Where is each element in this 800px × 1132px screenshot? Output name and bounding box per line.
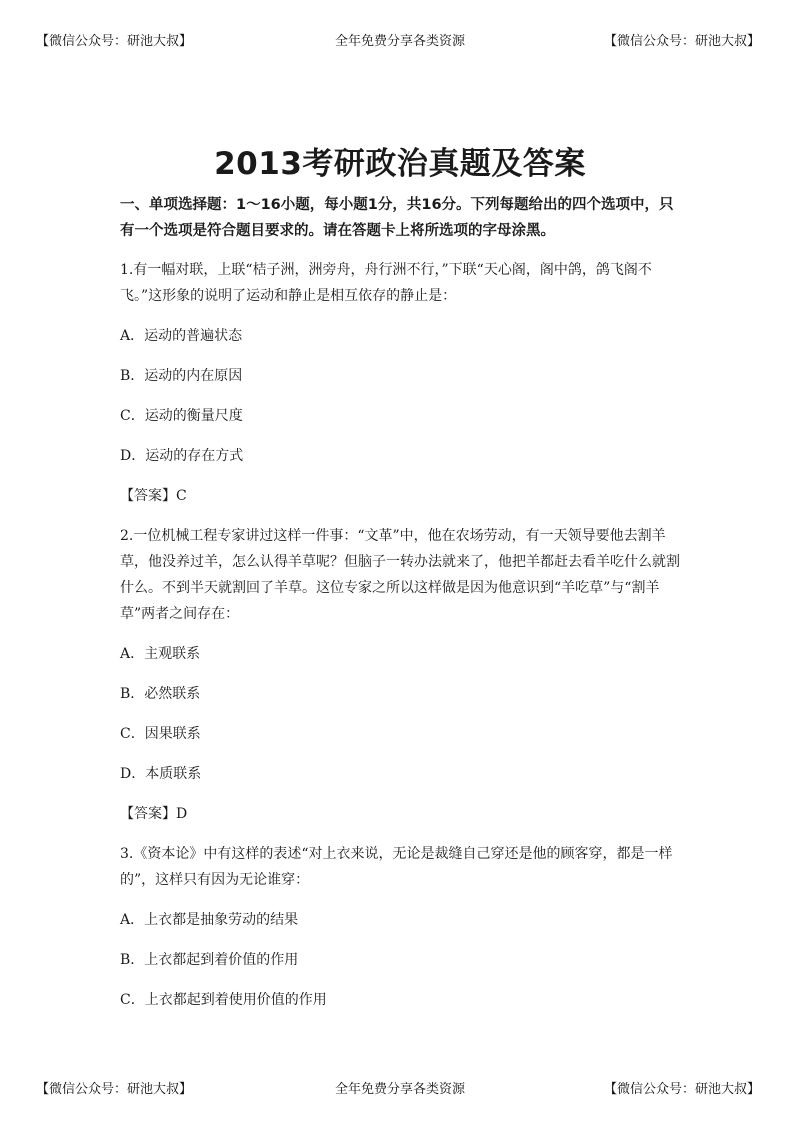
answer-label: 【答案】C bbox=[120, 488, 187, 504]
question-stem: 1.有一幅对联，上联“桔子洲，洲旁舟，舟行洲不行，”下联“天心阁，阁中鸽，鸽飞阁不飞。”这形象的说明了运动和静止是相互依存的静止是： bbox=[120, 262, 652, 304]
option-b: B．运动的内在原因 bbox=[120, 368, 243, 384]
option-b: B．上衣都起到着价值的作用 bbox=[120, 952, 299, 968]
header-left-text: 【微信公众号：研池大叔】 bbox=[36, 34, 193, 49]
section-instruction: 一、单项选择题：1～16小题，每小题1分，共16分。下列每题给出的四个选项中，只有一个选项是符合题目要求的。请在答题卡上将所选项的字母涂黑。 bbox=[120, 197, 674, 239]
question-stem: 2.一位机械工程专家讲过这样一件事：“文革”中，他在农场劳动，有一天领导要他去割羊草，他没养过羊，怎么认得羊草呢？但脑子一转办法就来了，他把羊都赶去看羊吃什么就割什么。不到半天就割回了羊草。这位专家之所以这样做是因为他意识到“羊吃草”与“割羊草”两者之间存在： bbox=[120, 528, 680, 622]
page-title: 2013考研政治真题及答案 bbox=[214, 146, 586, 182]
header-center-text: 全年免费分享各类资源 bbox=[334, 34, 465, 49]
header-right-text: 【微信公众号：研池大叔】 bbox=[603, 34, 760, 49]
option-a: A．主观联系 bbox=[120, 646, 201, 662]
page-footer bbox=[0, 1079, 800, 1101]
question-1 bbox=[120, 257, 688, 509]
question-3 bbox=[120, 841, 688, 1013]
option-c: C．上衣都起到着使用价值的作用 bbox=[120, 992, 327, 1008]
option-d: D．运动的存在方式 bbox=[120, 448, 244, 464]
option-c: C．因果联系 bbox=[120, 726, 201, 742]
footer-left-text: 【微信公众号：研池大叔】 bbox=[36, 1082, 193, 1097]
page-header bbox=[0, 31, 800, 53]
footer-right-text: 【微信公众号：研池大叔】 bbox=[603, 1082, 760, 1097]
question-2 bbox=[120, 523, 688, 827]
option-b: B．必然联系 bbox=[120, 686, 201, 702]
question-stem: 3.《资本论》中有这样的表述“对上衣来说，无论是裁缝自己穿还是他的顾客穿，都是一样的”，这样只有因为无论谁穿： bbox=[120, 846, 673, 888]
footer-center-text: 全年免费分享各类资源 bbox=[334, 1082, 465, 1097]
option-a: A．上衣都是抽象劳动的结果 bbox=[120, 912, 299, 928]
option-a: A．运动的普遍状态 bbox=[120, 328, 243, 344]
option-c: C．运动的衡量尺度 bbox=[120, 408, 243, 424]
option-d: D．本质联系 bbox=[120, 766, 202, 782]
answer-label: 【答案】D bbox=[120, 806, 188, 822]
document-body bbox=[120, 192, 688, 1027]
